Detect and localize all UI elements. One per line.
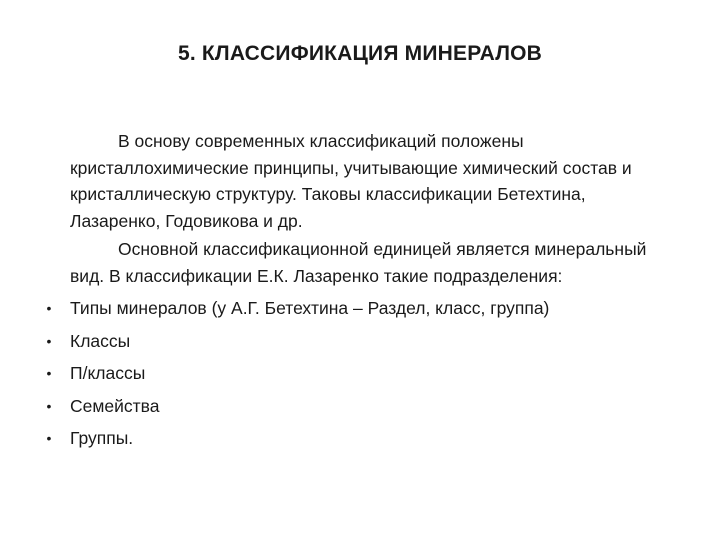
bullet-icon: • — [46, 332, 52, 349]
slide-body — [46, 128, 680, 458]
list-item-text: Типы минералов (у А.Г. Бетехтина – Раздел, класс, группа) — [70, 298, 550, 318]
bullet-icon: • — [46, 300, 52, 316]
list-item-text: Группы. — [70, 428, 134, 448]
list-item — [46, 393, 680, 426]
bullet-icon: • — [46, 365, 52, 381]
list-item-text: Семейства — [70, 395, 160, 416]
bullet-list — [46, 295, 680, 458]
list-item — [46, 360, 680, 393]
bullet-icon: • — [46, 397, 52, 414]
list-item — [46, 295, 680, 328]
slide-title: 5. КЛАССИФИКАЦИЯ МИНЕРАЛОВ — [177, 42, 543, 65]
list-item — [46, 328, 680, 361]
list-item — [46, 425, 680, 458]
paragraph-basic-unit: Основной классификационной единицей является минеральный вид. В классификации Е.К. Лазаренко такие подразделения: — [70, 239, 647, 286]
list-item-text: П/классы — [70, 363, 146, 383]
list-item-text: Классы — [70, 330, 131, 351]
paragraph-intro: В основу современных классификаций положены кристаллохимические принципы, учитывающие химический состав и кристаллическую структуру. Таковы классификации Бетехтина, Лазаренко, Годовикова и др. — [70, 131, 632, 231]
bullet-icon: • — [46, 430, 52, 446]
